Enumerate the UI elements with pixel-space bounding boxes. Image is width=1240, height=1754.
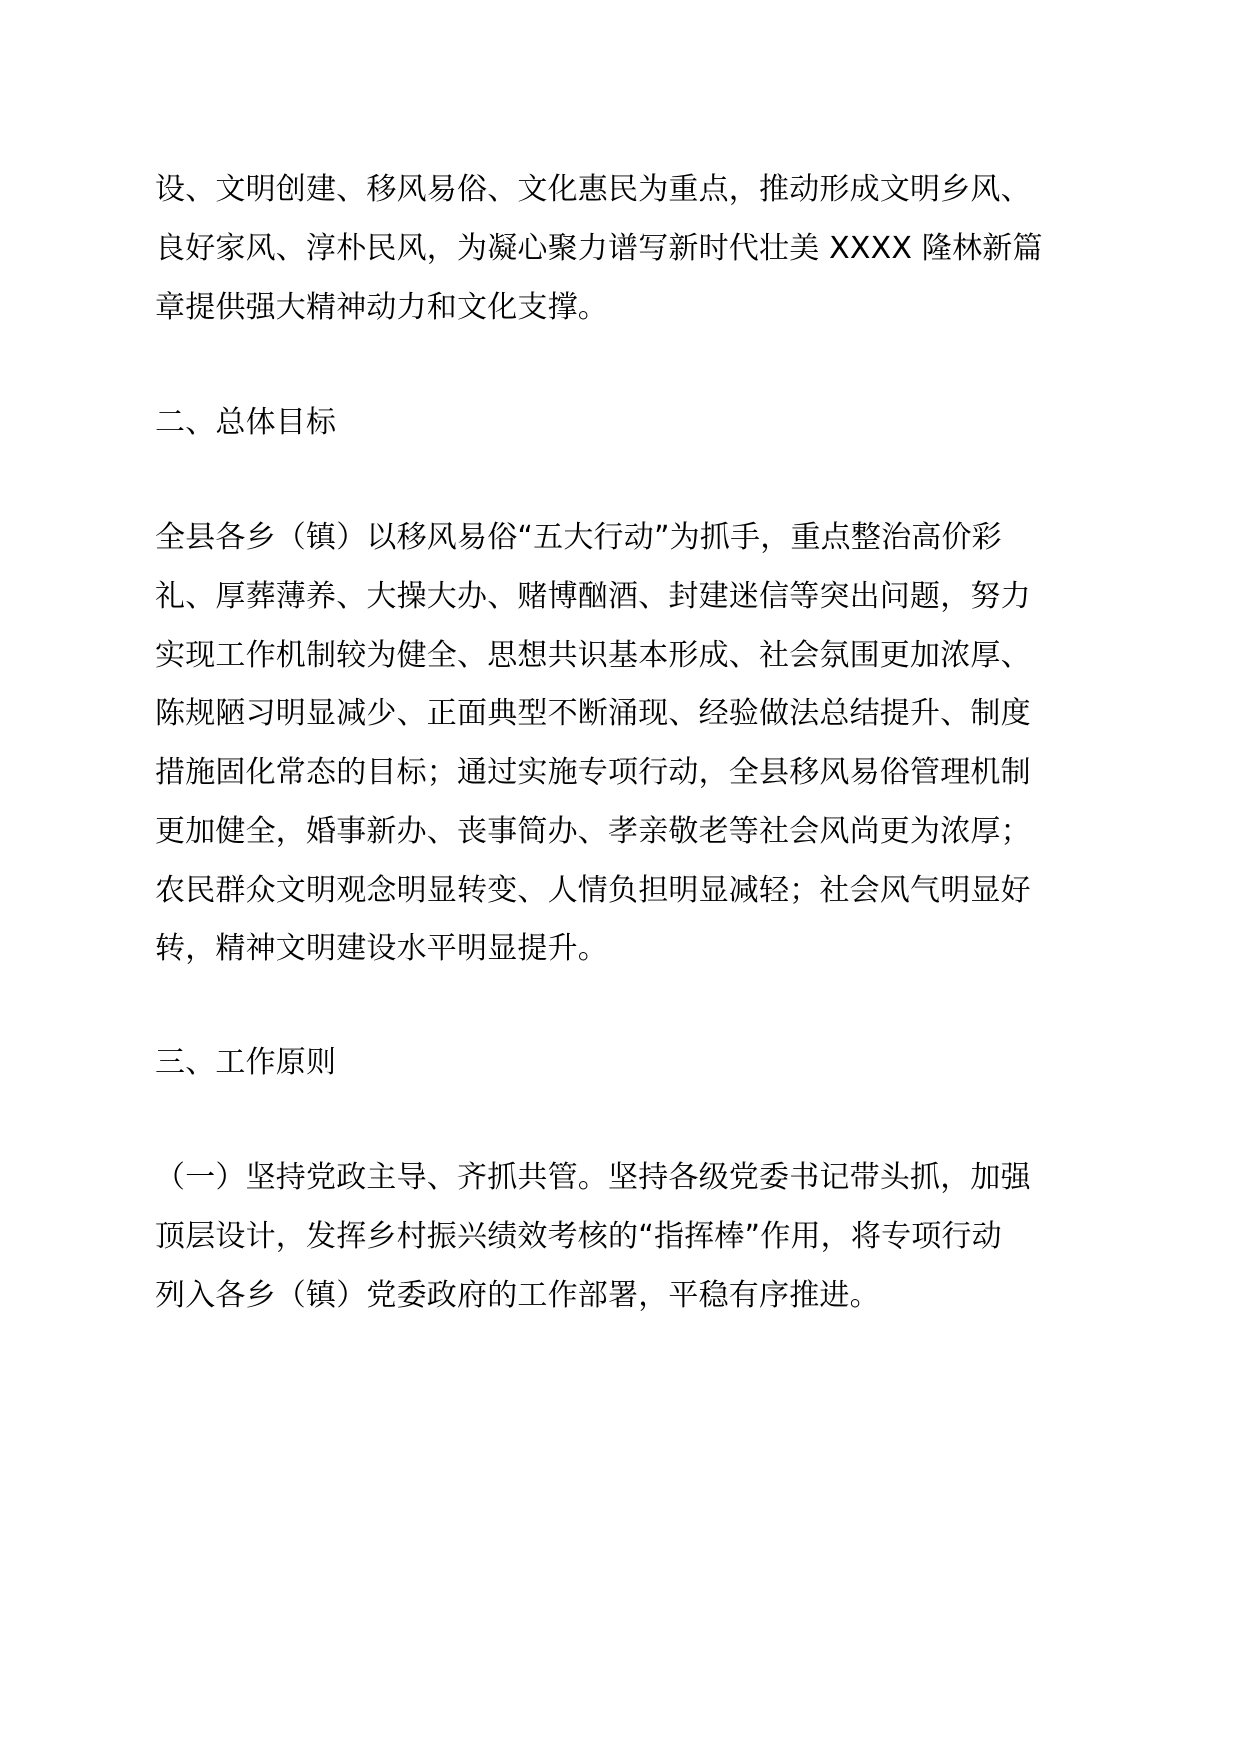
text-line: 更加健全，婚事新办、丧事简办、孝亲敬老等社会风尚更为浓厚； bbox=[155, 814, 1031, 849]
section-heading-work-principles: 三、工作原则 bbox=[155, 1045, 337, 1080]
text-line: 列入各乡（镇）党委政府的工作部署，平稳有序推进。 bbox=[155, 1278, 880, 1313]
text-line: 设、文明创建、移风易俗、文化惠民为重点，推动形成文明乡风、 bbox=[155, 172, 1031, 207]
text-line: （一）坚持党政主导、齐抓共管。坚持各级党委书记带头抓，加强 bbox=[155, 1160, 1031, 1195]
text-line: 章提供强大精神动力和文化支撑。 bbox=[155, 290, 608, 325]
text-line: 礼、厚葬薄养、大操大办、赌博酗酒、封建迷信等突出问题，努力 bbox=[155, 579, 1031, 614]
text-line: 转，精神文明建设水平明显提升。 bbox=[155, 931, 608, 966]
section-heading-overall-goals: 二、总体目标 bbox=[155, 405, 337, 440]
text-line: 全县各乡（镇）以移风易俗“五大行动”为抓手，重点整治高价彩 bbox=[155, 520, 1002, 555]
text-line: 陈规陋习明显减少、正面典型不断涌现、经验做法总结提升、制度 bbox=[155, 696, 1031, 731]
text-line: 实现工作机制较为健全、思想共识基本形成、社会氛围更加浓厚、 bbox=[155, 638, 1031, 673]
text-line: 顶层设计，发挥乡村振兴绩效考核的“指挥棒”作用，将专项行动 bbox=[155, 1219, 1002, 1254]
text-line: 农民群众文明观念明显转变、人情负担明显减轻；社会风气明显好 bbox=[155, 873, 1031, 908]
text-line: 良好家风、淳朴民风，为凝心聚力谱写新时代壮美 XXXX 隆林新篇 bbox=[155, 231, 1043, 266]
text-line: 措施固化常态的目标；通过实施专项行动，全县移风易俗管理机制 bbox=[155, 755, 1031, 790]
